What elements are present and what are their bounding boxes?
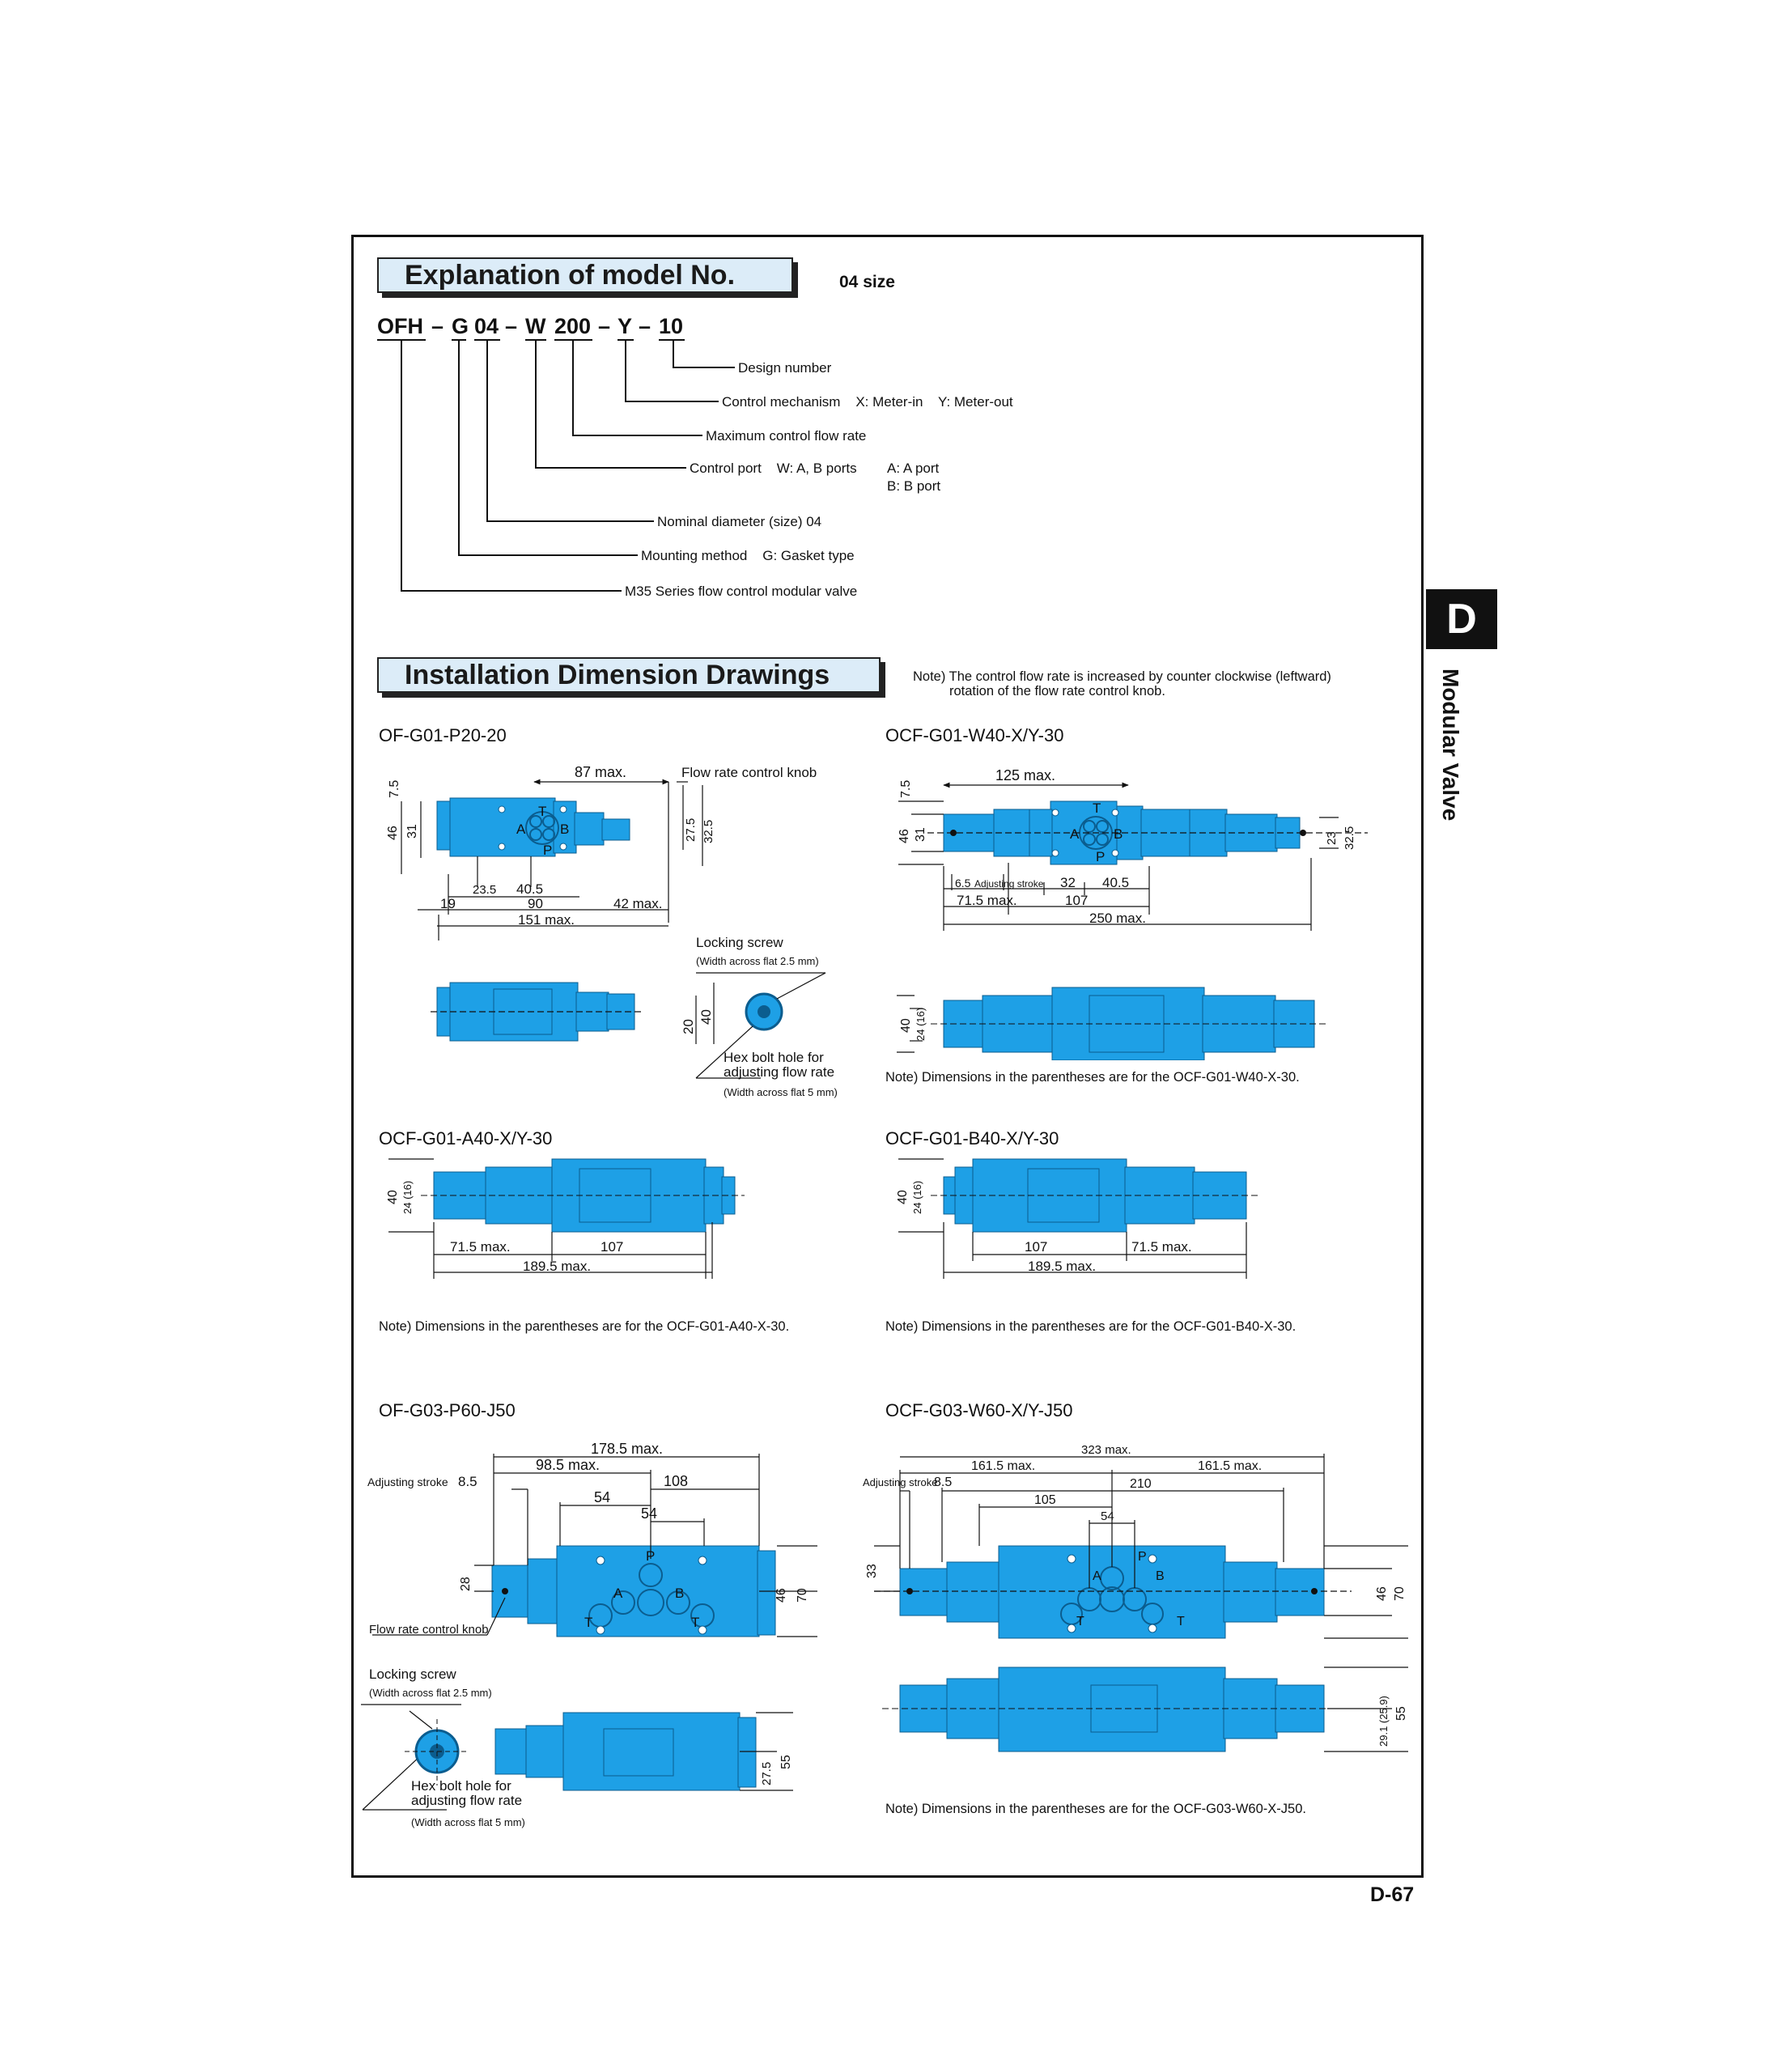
- model-item: Design number: [738, 360, 832, 376]
- model-heading: [377, 257, 793, 293]
- code-dash: –: [505, 314, 518, 338]
- locking-screw-label: Locking screw: [369, 1667, 456, 1682]
- dim: 90: [528, 896, 543, 911]
- port-a: A: [1093, 1569, 1101, 1583]
- port-t: T: [1093, 800, 1101, 816]
- port-p: P: [543, 843, 553, 858]
- hex-label: adjusting flow rate: [411, 1793, 523, 1808]
- dim: 27.5: [684, 817, 698, 842]
- model-item: B: B port: [887, 478, 941, 494]
- width-label: (Width across flat 5 mm): [411, 1816, 525, 1828]
- dim: 107: [1025, 1239, 1048, 1255]
- dim: 40: [896, 1190, 910, 1204]
- drawing-title-3: OCF-G01-A40-X/Y-30: [379, 1128, 553, 1149]
- hex-label: Hex bolt hole for: [724, 1050, 824, 1065]
- drawing-note-6: Note) Dimensions in the parentheses are for the OCF-G03-W60-X-J50.: [885, 1802, 1306, 1816]
- page-number: D-67: [1370, 1883, 1415, 1906]
- dim: 189.5 max.: [523, 1259, 592, 1274]
- code-dash: –: [639, 314, 651, 338]
- dim: 31: [405, 824, 419, 839]
- code-mount: G: [452, 314, 469, 338]
- port-a: A: [516, 822, 526, 837]
- dim: 178.5 max.: [591, 1441, 664, 1457]
- width-label: (Width across flat 2.5 mm): [696, 955, 819, 967]
- dim: 27.5: [760, 1761, 774, 1785]
- dim: 46: [1375, 1586, 1389, 1601]
- dim: 161.5 max.: [971, 1459, 1036, 1473]
- drawing-note-3: Note) Dimensions in the parentheses are for the OCF-G01-A40-X-30.: [379, 1319, 790, 1334]
- drawing-title-4: OCF-G01-B40-X/Y-30: [885, 1128, 1059, 1149]
- dim: 40.5: [516, 881, 544, 897]
- code-size: 04: [474, 314, 499, 338]
- install-heading-text: Installation Dimension Drawings: [405, 659, 830, 690]
- dim: 32.5: [1343, 826, 1356, 850]
- dim: 32: [1060, 875, 1076, 890]
- model-item: Nominal diameter (size) 04: [657, 514, 822, 529]
- drawing-5: [356, 1429, 842, 1842]
- dim: 42 max.: [613, 896, 663, 911]
- drawing-4: [882, 1157, 1368, 1295]
- dim: 70: [796, 1588, 809, 1603]
- dim: 108: [664, 1473, 689, 1489]
- install-heading: [377, 657, 881, 693]
- adjusting-stroke-label: Adjusting stroke: [974, 878, 1044, 890]
- hex-label: Hex bolt hole for: [411, 1778, 511, 1794]
- dim: 40: [386, 1190, 400, 1204]
- dim: 55: [779, 1755, 793, 1769]
- code-design: 10: [659, 314, 684, 338]
- dim: 250 max.: [1089, 911, 1146, 926]
- port-t: T: [1177, 1615, 1185, 1628]
- dim: 29.1 (25.9): [1377, 1696, 1390, 1747]
- drawing-6: [858, 1429, 1416, 1802]
- port-b: B: [1156, 1569, 1165, 1583]
- port-p: P: [1138, 1550, 1147, 1564]
- dim: 161.5 max.: [1198, 1459, 1263, 1473]
- model-item: Control mechanism X: Meter-in Y: Meter-out: [722, 394, 1013, 410]
- model-item: Mounting method G: Gasket type: [641, 548, 855, 563]
- dim: 71.5 max.: [957, 893, 1017, 908]
- model-item: A: A port: [887, 461, 940, 476]
- port-b: B: [560, 822, 570, 837]
- drawing-2: [882, 753, 1424, 1060]
- model-item: Control port W: A, B ports: [690, 461, 857, 476]
- port-a: A: [1070, 826, 1080, 842]
- drawing-note-2: Note) Dimensions in the parentheses are for the OCF-G01-W40-X-30.: [885, 1070, 1300, 1085]
- drawing-note-4: Note) Dimensions in the parentheses are for the OCF-G01-B40-X-30.: [885, 1319, 1297, 1334]
- code-dash: –: [431, 314, 444, 338]
- model-item: Maximum control flow rate: [706, 428, 867, 444]
- dim: 28: [459, 1577, 473, 1591]
- dim: 24 (16): [911, 1180, 923, 1214]
- dim: 210: [1130, 1477, 1152, 1491]
- code-dash: –: [598, 314, 611, 338]
- port-t: T: [584, 1615, 593, 1630]
- width-label: (Width across flat 5 mm): [724, 1086, 838, 1098]
- dim: 54: [1101, 1509, 1114, 1523]
- port-t: T: [691, 1615, 700, 1630]
- dim: 8.5: [458, 1474, 477, 1489]
- hex-label: adjusting flow rate: [724, 1064, 835, 1080]
- dim: 46: [386, 826, 400, 840]
- dim: 87 max.: [575, 764, 627, 780]
- model-code-diagram: [356, 299, 1084, 607]
- flow-knob-label: Flow rate control knob: [681, 765, 817, 780]
- drawing-1: [372, 753, 874, 1117]
- dim: 19: [440, 896, 456, 911]
- dim: 70: [1393, 1586, 1407, 1601]
- code-port: W: [525, 314, 546, 338]
- dim: 54: [594, 1489, 611, 1505]
- dim: 46: [898, 829, 911, 843]
- dim: 54: [641, 1505, 658, 1522]
- dim: 105: [1034, 1493, 1056, 1507]
- dim: 40: [698, 1009, 714, 1025]
- drawing-title-6: OCF-G03-W60-X/Y-J50: [885, 1400, 1073, 1420]
- port-b: B: [1114, 826, 1123, 842]
- dim: 23.5: [473, 883, 497, 897]
- model-heading-text: Explanation of model No.: [405, 259, 736, 291]
- code-mech: Y: [618, 314, 633, 338]
- drawing-3: [372, 1157, 858, 1295]
- code-flow: 200: [554, 314, 592, 338]
- dim: 71.5 max.: [1131, 1239, 1192, 1255]
- dim: 71.5 max.: [450, 1239, 511, 1255]
- port-t: T: [1076, 1615, 1084, 1628]
- drawing-title-1: OF-G01-P20-20: [379, 725, 507, 745]
- dim: 107: [1065, 893, 1089, 908]
- dim: 55: [1394, 1706, 1408, 1721]
- adjusting-stroke-label: Adjusting stroke: [367, 1475, 448, 1488]
- dim: 7.5: [388, 779, 401, 798]
- width-label: (Width across flat 2.5 mm): [369, 1687, 492, 1699]
- dim: 7.5: [899, 779, 913, 798]
- adjusting-stroke-label: Adjusting stroke: [863, 1476, 938, 1488]
- section-label: Modular Valve: [1438, 669, 1463, 822]
- dim: 40: [899, 1018, 913, 1033]
- port-a: A: [613, 1586, 623, 1601]
- dim: 323 max.: [1081, 1443, 1131, 1457]
- drawing-title-5: OF-G03-P60-J50: [379, 1400, 516, 1420]
- port-b: B: [675, 1586, 685, 1601]
- install-note-line1: Note) The control flow rate is increased by counter clockwise (leftward): [913, 669, 1331, 684]
- install-note-line2: rotation of the flow rate control knob.: [949, 684, 1165, 698]
- dim: 33: [865, 1564, 879, 1578]
- port-p: P: [646, 1548, 656, 1564]
- locking-screw-label: Locking screw: [696, 935, 783, 950]
- dim: 23: [1325, 831, 1339, 845]
- size-label: 04 size: [839, 273, 895, 291]
- dim: 6.5: [955, 877, 971, 890]
- dim: 32.5: [702, 819, 715, 843]
- dim: 46: [775, 1588, 788, 1603]
- model-item: M35 Series flow control modular valve: [625, 584, 858, 599]
- dim: 98.5 max.: [536, 1457, 601, 1473]
- port-t: T: [538, 804, 547, 819]
- dim: 20: [681, 1019, 696, 1034]
- dim: 8.5: [934, 1475, 953, 1489]
- code-series: OFH: [377, 314, 423, 338]
- dim: 24 (16): [915, 1007, 927, 1041]
- flow-knob-label: Flow rate control knob: [369, 1623, 489, 1637]
- dim: 31: [914, 827, 927, 842]
- dim: 40.5: [1102, 875, 1130, 890]
- dim: 151 max.: [518, 912, 575, 928]
- dim: 107: [601, 1239, 624, 1255]
- section-tab: D: [1426, 589, 1497, 649]
- dim: 125 max.: [995, 767, 1056, 783]
- dim: 189.5 max.: [1028, 1259, 1097, 1274]
- port-p: P: [1096, 849, 1106, 864]
- drawing-title-2: OCF-G01-W40-X/Y-30: [885, 725, 1064, 745]
- dim: 24 (16): [401, 1180, 414, 1214]
